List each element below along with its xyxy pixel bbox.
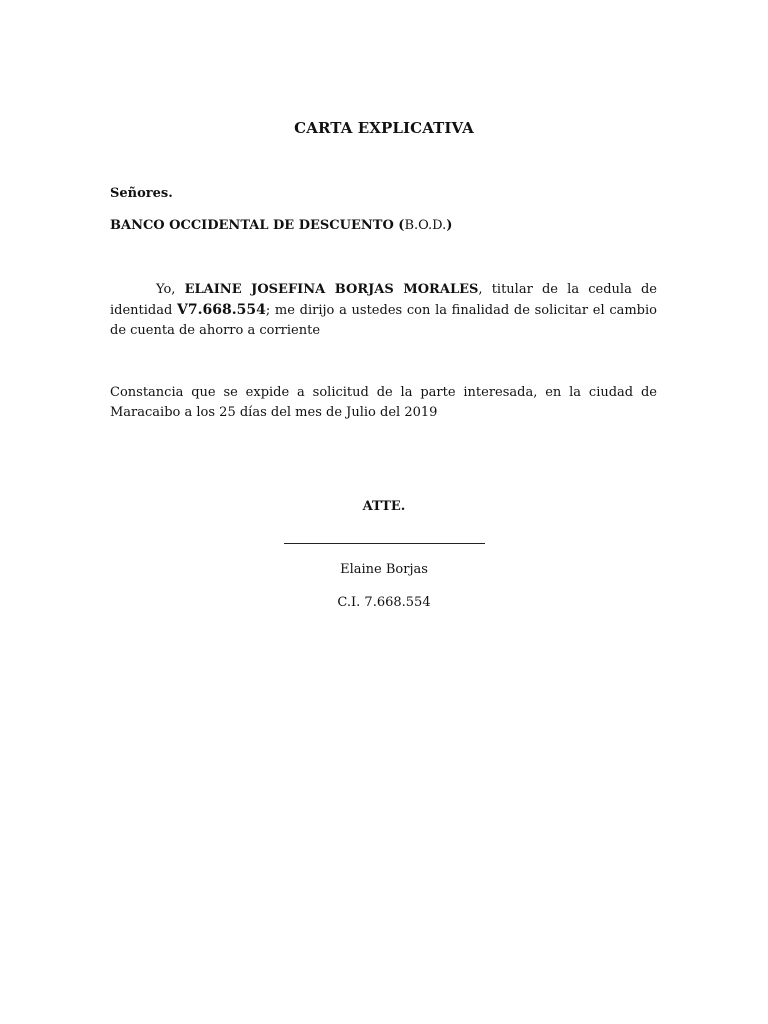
signer-name: Elaine Borjas bbox=[340, 562, 428, 577]
bank-close-paren: ) bbox=[446, 218, 453, 233]
closing-atte: ATTE. bbox=[362, 499, 406, 514]
signer-id: C.I. 7.668.554 bbox=[337, 595, 431, 610]
salutation: Señores. bbox=[110, 186, 173, 201]
body-paragraph-constancia: Constancia que se expide a solicitud de la parte interesada, en la ciudad de Maracaibo a los 25 días del mes de Julio del 2019 bbox=[110, 385, 657, 420]
intro-text: Yo, bbox=[156, 282, 185, 297]
recipient-bank bbox=[110, 218, 452, 233]
document-title: CARTA EXPLICATIVA bbox=[294, 119, 474, 137]
body-paragraph-request bbox=[110, 280, 657, 341]
id-intro-text: , titular de la cedula de identidad bbox=[110, 282, 658, 318]
request-text: ; me dirijo a ustedes con la finalidad de solicitar el cambio de cuenta de ahorro a corriente bbox=[110, 303, 657, 338]
applicant-name: ELAINE JOSEFINA BORJAS MORALES bbox=[184, 282, 479, 297]
bank-abbreviation: B.O.D. bbox=[404, 218, 447, 233]
bank-name: BANCO OCCIDENTAL DE DESCUENTO ( bbox=[110, 218, 405, 233]
signature-line bbox=[284, 543, 485, 544]
id-number: V7.668.554 bbox=[177, 302, 266, 318]
